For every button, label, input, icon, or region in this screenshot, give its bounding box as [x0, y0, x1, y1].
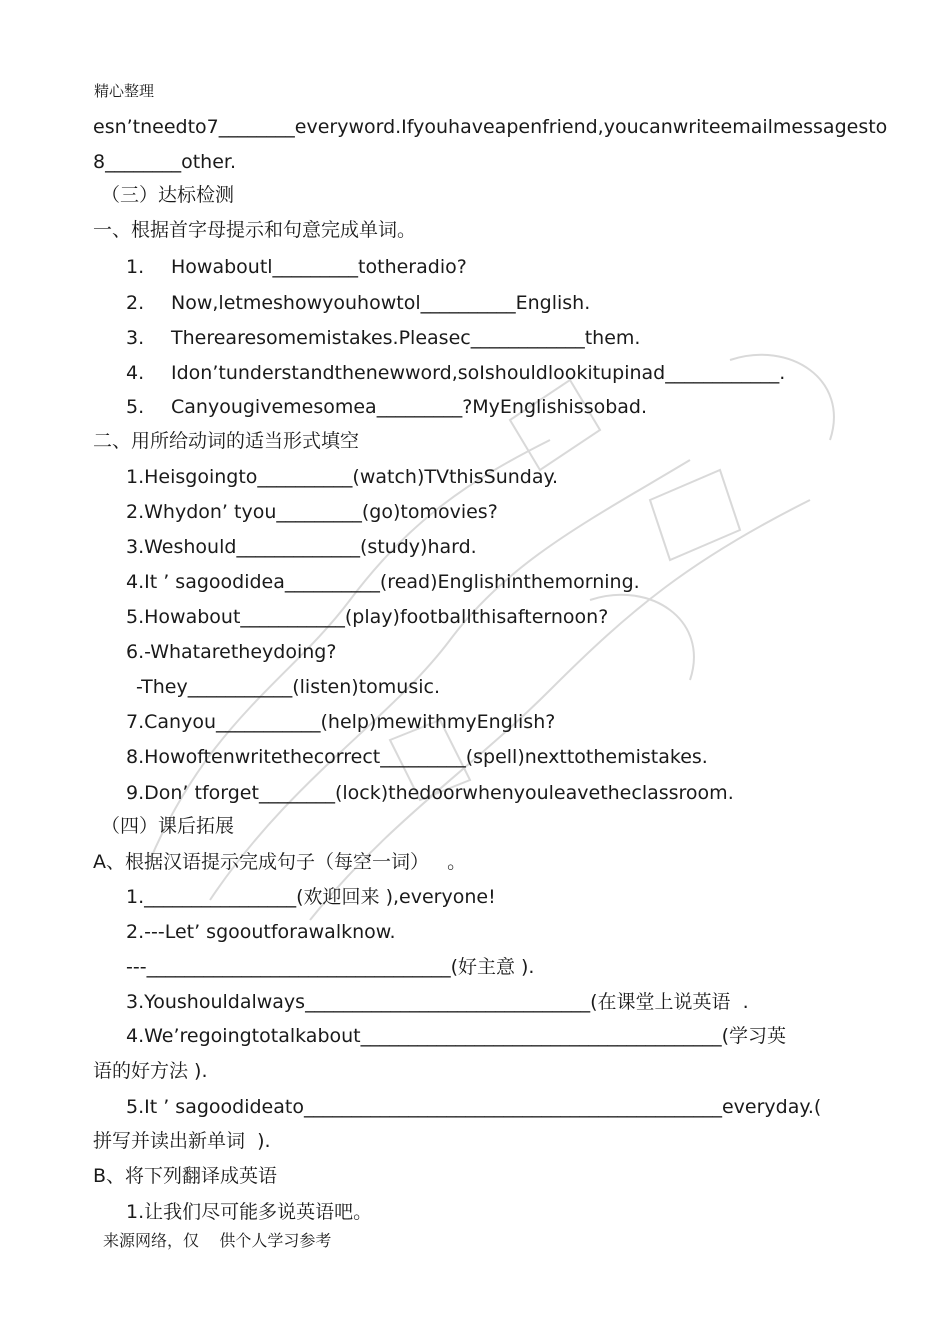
part1-item-text: Howaboutl_________totheradio? — [171, 256, 467, 278]
part-a-item: 3.Youshouldalways______________________________(在课堂上说英语 . — [126, 991, 749, 1013]
page-footer: 来源网络，仅 供个人学习参考 — [103, 1231, 332, 1250]
part-a-item-continued: 语的好方法 ). — [93, 1060, 208, 1082]
part-2-title: 二、用所给动词的适当形式填空 — [93, 430, 360, 452]
part-a-item: ---________________________________(好主意 ). — [126, 956, 535, 978]
part1-item-number: 2. — [126, 292, 145, 314]
part2-item: 8.Howoftenwritethecorrect_________(spell)nexttothemistakes. — [126, 746, 708, 768]
part2-item: 2.Whydon’ tyou_________(go)tomovies? — [126, 501, 498, 523]
part-b-title: B、将下列翻译成英语 — [93, 1165, 278, 1187]
part2-item: 5.Howabout___________(play)footballthisafternoon? — [126, 606, 609, 628]
intro-line-1: esn’tneedto7________everyword.Ifyouhaveapenfriend,youcanwriteemailmessagesto — [93, 116, 888, 138]
part2-item: 3.Weshould_____________(study)hard. — [126, 536, 477, 558]
part-a-item: 2.---Let’ sgooutforawalknow. — [126, 921, 396, 943]
part1-item-number: 4. — [126, 362, 145, 384]
intro-line-2: 8________other. — [93, 151, 237, 173]
section-4-title: （四）课后拓展 — [101, 815, 235, 837]
part1-item-text: Now,letmeshowyouhowtol__________English. — [171, 292, 591, 314]
part1-item-number: 3. — [126, 327, 145, 349]
part1-item-number: 5. — [126, 396, 145, 418]
part2-item: 6.-Whataretheydoing? — [126, 641, 337, 663]
part-a-item-continued: 拼写并读出新单词 ). — [93, 1130, 271, 1152]
part2-item: 1.Heisgoingto__________(watch)TVthisSunday. — [126, 466, 559, 488]
part-1-title: 一、根据首字母提示和句意完成单词。 — [93, 219, 417, 241]
part1-item-number: 1. — [126, 256, 145, 278]
part2-item: 4.It ’ sagoodidea__________(read)Englishinthemorning. — [126, 571, 640, 593]
part2-item: 9.Don’ tforget________(lock)thedoorwhenyouleavetheclassroom. — [126, 782, 734, 804]
part-a-title: A、根据汉语提示完成句子（每空一词） 。 — [93, 851, 467, 873]
part2-item: 7.Canyou___________(help)mewithmyEnglish? — [126, 711, 556, 733]
part1-item-text: Therearesomemistakes.Pleasec____________them. — [171, 327, 641, 349]
page-header: 精心整理 — [94, 82, 155, 100]
part-b-item: 1.让我们尽可能多说英语吧。 — [126, 1201, 373, 1223]
part-a-item: 1.________________(欢迎回来 ),everyone! — [126, 886, 496, 908]
part-a-item: 5.It ’ sagoodideato____________________________________________everyday.( — [126, 1096, 822, 1118]
section-3-title: （三）达标检测 — [101, 184, 235, 206]
part1-item-text: Idon’tunderstandthenewword,soIshouldlookitupinad____________. — [171, 362, 786, 384]
part1-item-text: Canyougivemesomea_________?MyEnglishissobad. — [171, 396, 648, 418]
part2-item: -They___________(listen)tomusic. — [130, 676, 440, 698]
part-a-item: 4.We’regoingtotalkabout______________________________________(学习英 — [126, 1025, 787, 1047]
